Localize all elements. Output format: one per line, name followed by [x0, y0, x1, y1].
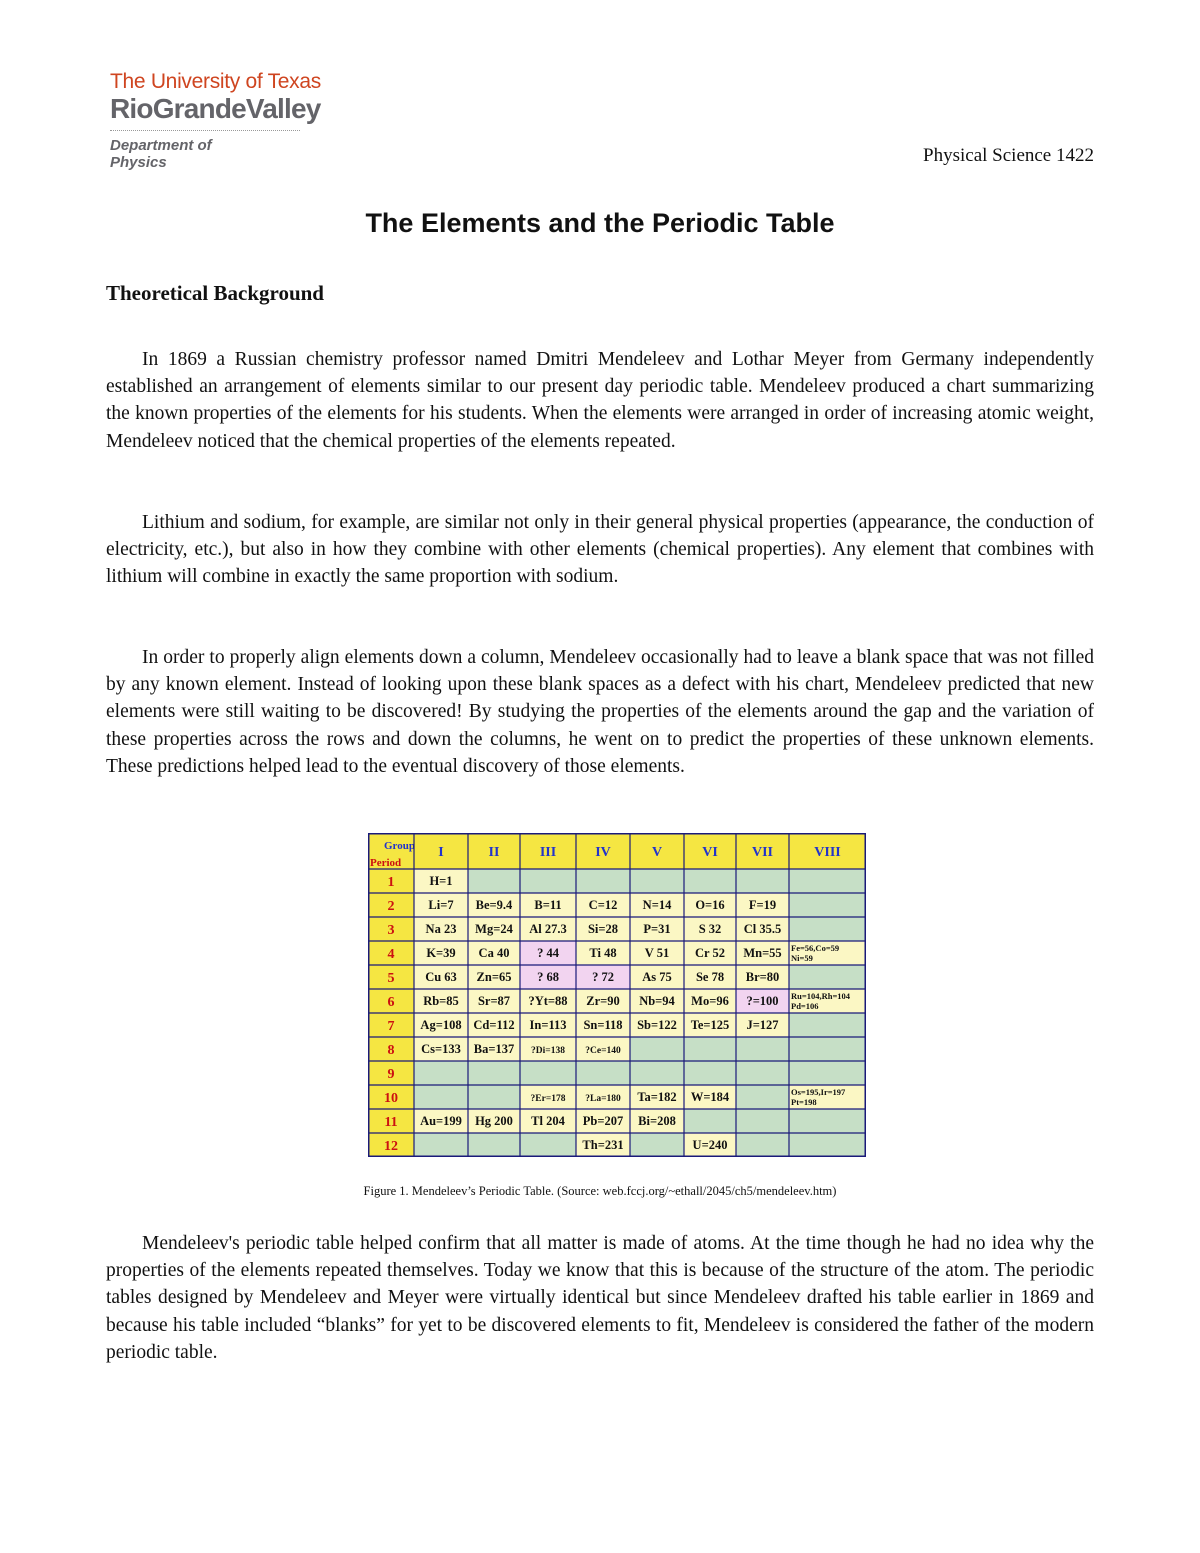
element-cell-text: Cr 52: [695, 946, 725, 960]
section-heading: Theoretical Background: [106, 281, 324, 305]
period-label-4: 4: [387, 947, 395, 962]
element-cell-text: ?=100: [746, 994, 779, 1008]
element-cell-text: Cu 63: [425, 970, 457, 984]
element-cell-text: Se 78: [695, 970, 725, 984]
element-cell-text: Cs=133: [421, 1042, 461, 1056]
table-cell: [576, 1061, 630, 1085]
period-label-5: 5: [387, 971, 395, 986]
element-cell-text: ?Ce=140: [585, 1046, 621, 1056]
element-cell-text: Na 23: [425, 922, 457, 936]
corner-group-label: Group: [384, 840, 415, 852]
logo-department-line1: Department of: [110, 137, 212, 154]
table-cell: [684, 869, 736, 893]
element-cell-text: Ag=108: [420, 1018, 462, 1032]
element-cell-text: F=19: [748, 898, 777, 912]
element-cell-text: P=31: [643, 922, 671, 936]
element-cell-text: Sn=118: [583, 1018, 623, 1032]
element-cell-text: Au=199: [420, 1114, 462, 1128]
element-cell-text: Mn=55: [743, 946, 782, 960]
table-cell: [684, 1109, 736, 1133]
group-header-III: III: [539, 845, 557, 860]
period-label-3: 3: [387, 923, 395, 938]
group-header-I: I: [438, 845, 444, 860]
table-cell: [736, 1109, 789, 1133]
element-cell-text: ? 44: [537, 946, 559, 960]
table-cell: [630, 1133, 684, 1157]
element-cell-text: Si=28: [587, 922, 619, 936]
element-cell-text: Cd=112: [473, 1018, 515, 1032]
element-cell-text: Ru=104,Rh=104: [791, 991, 851, 1001]
period-label-10: 10: [384, 1091, 398, 1106]
table-cell: [520, 869, 576, 893]
element-cell-text: Bi=208: [638, 1114, 676, 1128]
element-cell-text: Hg 200: [475, 1114, 513, 1128]
element-cell-text: ?Er=178: [530, 1094, 566, 1104]
element-cell-text: Te=125: [690, 1018, 730, 1032]
element-cell-text: Ni=59: [791, 953, 813, 963]
group-header-IV: IV: [595, 845, 611, 860]
table-cell: [789, 1013, 866, 1037]
element-cell-text: V 51: [644, 946, 670, 960]
table-cell: [789, 917, 866, 941]
paragraph-3: In order to properly align elements down a column, Mendeleev occasionally had to leave a blank space that was not filled by any known element. Instead of looking upon these blank spaces as a defect with his chart, Mendeleev predicted that new elements were still waiting to be discovered! By studying the properties of the elements around the gap and the variation of these properties across the rows and down the columns, he went on to predict the properties of these unknown elements. These predictions helped lead to the eventual discovery of those elements.: [106, 647, 1094, 777]
table-cell: [684, 1037, 736, 1061]
table-cell: [468, 1133, 520, 1157]
element-cell-text: Nb=94: [639, 994, 675, 1008]
table-cell: [789, 1133, 866, 1157]
element-cell-text: Sb=122: [637, 1018, 677, 1032]
element-cell-text: C=12: [588, 898, 618, 912]
group-header-VII: VII: [751, 845, 774, 860]
group-header-II: II: [488, 845, 500, 860]
period-label-1: 1: [387, 875, 395, 890]
table-cell: [468, 1061, 520, 1085]
table-cell: [630, 869, 684, 893]
element-cell-text: Os=195,Ir=197: [791, 1087, 846, 1097]
element-cell-text: Al 27.3: [529, 922, 567, 936]
figure-caption: Figure 1. Mendeleev’s Periodic Table. (Source: web.fccj.org/~ethall/2045/ch5/mendeleev.htm): [363, 1184, 837, 1198]
element-cell-text: Pb=207: [582, 1114, 624, 1128]
paragraph-2: Lithium and sodium, for example, are similar not only in their general physical properties (appearance, the conduction of electricity, etc.), but also in how they combine with other elements (chemical properties). Any element that combines with lithium will combine in exactly the same proportion with sodium.: [106, 512, 1094, 588]
table-cell: [789, 1061, 866, 1085]
table-cell: [789, 1109, 866, 1133]
university-logo: [110, 70, 340, 171]
element-cell-text: Mg=24: [475, 922, 513, 936]
mendeleev-table-svg: [368, 833, 866, 1157]
element-cell-text: ?Di=138: [531, 1046, 565, 1056]
element-cell-text: Ta=182: [637, 1090, 677, 1104]
element-cell-text: Rb=85: [423, 994, 459, 1008]
period-label-9: 9: [387, 1067, 395, 1082]
period-label-2: 2: [387, 899, 395, 914]
element-cell-text: ?La=180: [585, 1094, 621, 1104]
mendeleev-table-figure: [368, 833, 866, 1157]
element-cell-text: Mo=96: [691, 994, 729, 1008]
table-cell: [736, 1061, 789, 1085]
table-cell: [736, 1085, 789, 1109]
logo-divider: [110, 130, 300, 131]
logo-department-line2: Physics: [110, 154, 167, 171]
period-label-11: 11: [384, 1115, 398, 1130]
table-cell: [684, 1061, 736, 1085]
table-cell: [789, 965, 866, 989]
element-cell-text: Cl 35.5: [743, 922, 782, 936]
element-cell-text: Th=231: [582, 1138, 624, 1152]
table-cell: [520, 1133, 576, 1157]
group-header-VIII: VIII: [814, 845, 841, 860]
table-cell: [414, 1085, 468, 1109]
period-label-12: 12: [384, 1139, 398, 1154]
logo-line-campus: RioGrandeValley: [110, 93, 321, 124]
element-cell-text: Zn=65: [476, 970, 512, 984]
element-cell-text: Be=9.4: [475, 898, 513, 912]
element-cell-text: ? 68: [537, 970, 559, 984]
group-header-V: V: [651, 845, 663, 860]
table-cell: [520, 1061, 576, 1085]
page-title: The Elements and the Periodic Table: [365, 208, 835, 238]
element-cell-text: ?Yt=88: [528, 994, 568, 1008]
element-cell-text: Li=7: [428, 898, 454, 912]
table-cell: [414, 1061, 468, 1085]
paragraph-1: In 1869 a Russian chemistry professor named Dmitri Mendeleev and Lothar Meyer from Germany independently established an arrangement of elements similar to our present day periodic table. Mendeleev produced a chart summarizing the known properties of the elements for his students. When the elements were arranged in order of increasing atomic weight, Mendeleev noticed that the chemical properties of the elements repeated.: [106, 349, 1094, 452]
element-cell-text: Ca 40: [478, 946, 510, 960]
paragraph-4: Mendeleev's periodic table helped confirm that all matter is made of atoms. At the time though he had no idea why the properties of the elements repeated themselves. Today we know that this is because of the structure of the atom. The periodic tables designed by Mendeleev and Meyer were virtually identical but since Mendeleev drafted his table earlier in 1869 and because his table included “blanks” for yet to be discovered elements to fit, Mendeleev is considered the father of the modern periodic table.: [106, 1233, 1094, 1363]
element-cell-text: Pd=106: [791, 1001, 819, 1011]
table-cell: [576, 869, 630, 893]
table-cell: [630, 1037, 684, 1061]
table-cell: [736, 1037, 789, 1061]
element-cell-text: Ti 48: [589, 946, 617, 960]
table-cell: [789, 1037, 866, 1061]
element-cell-text: As 75: [642, 970, 672, 984]
element-cell-text: J=127: [746, 1018, 779, 1032]
element-cell-text: H=1: [429, 874, 453, 888]
period-label-6: 6: [387, 995, 395, 1010]
element-cell-text: S 32: [698, 922, 722, 936]
element-cell-text: Zr=90: [586, 994, 620, 1008]
table-cell: [789, 869, 866, 893]
course-label: Physical Science 1422: [923, 145, 1094, 166]
element-cell-text: N=14: [642, 898, 672, 912]
period-label-8: 8: [387, 1043, 395, 1058]
element-cell-text: Ba=137: [473, 1042, 515, 1056]
table-cell: [468, 869, 520, 893]
group-header-VI: VI: [702, 845, 718, 860]
element-cell-text: Sr=87: [477, 994, 511, 1008]
table-cell: [736, 869, 789, 893]
table-cell: [414, 1133, 468, 1157]
element-cell-text: O=16: [695, 898, 725, 912]
corner-period-label: Period: [370, 857, 402, 869]
table-cell: [468, 1085, 520, 1109]
element-cell-text: Tl 204: [531, 1114, 565, 1128]
element-cell-text: In=113: [529, 1018, 567, 1032]
table-cell: [736, 1133, 789, 1157]
period-label-7: 7: [387, 1019, 395, 1034]
element-cell-text: Br=80: [745, 970, 780, 984]
element-cell-text: U=240: [692, 1138, 728, 1152]
element-cell-text: Fe=56,Co=59: [791, 943, 840, 953]
table-cell: [789, 893, 866, 917]
table-cell: [630, 1061, 684, 1085]
element-cell-text: K=39: [426, 946, 456, 960]
element-cell-text: ? 72: [592, 970, 614, 984]
element-cell-text: W=184: [690, 1090, 730, 1104]
logo-line-university: The University of Texas: [110, 70, 321, 93]
element-cell-text: Pt=198: [791, 1097, 817, 1107]
element-cell-text: B=11: [534, 898, 562, 912]
